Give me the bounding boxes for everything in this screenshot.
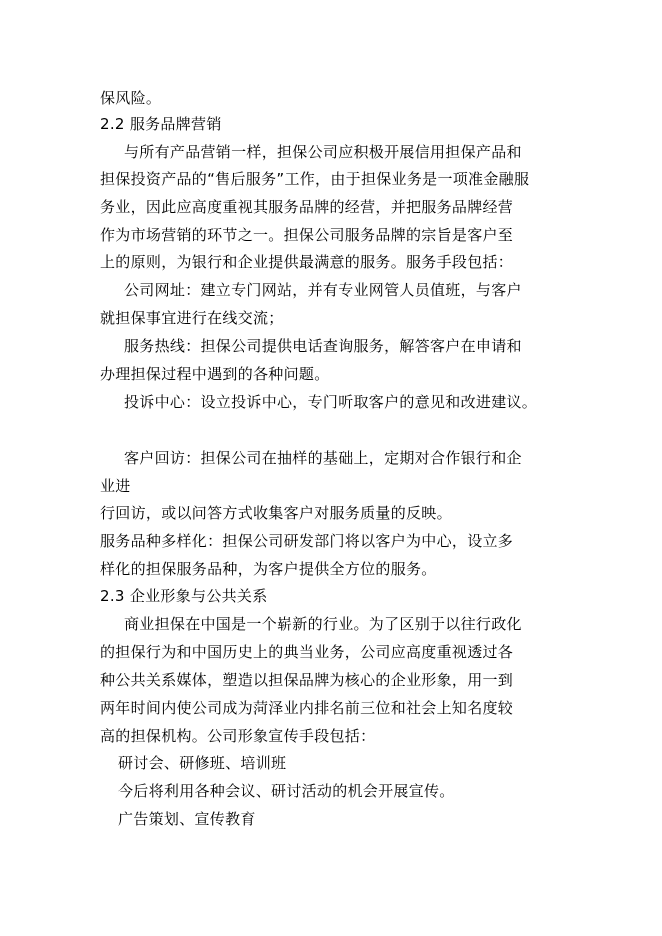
section-heading-2-3: 2.3 企业形象与公共关系	[100, 587, 268, 605]
text-line: 种公共关系媒体，塑造以担保品牌为核心的企业形象，用一到	[100, 671, 514, 689]
text-line: 保风险。	[100, 89, 162, 107]
text-line: 担保投资产品的“售后服务”工作，由于担保业务是一项准金融服	[100, 170, 530, 188]
text-line: 上的原则，为银行和企业提供最满意的服务。服务手段包括：	[100, 253, 514, 271]
text-line: 服务热线：担保公司提供电话查询服务，解答客户在申请和	[124, 337, 522, 355]
text-line: 与所有产品营销一样，担保公司应积极开展信用担保产品和	[124, 143, 522, 161]
text-line: 行回访，或以问答方式收集客户对服务质量的反映。	[100, 504, 452, 522]
text-line: 高的担保机构。公司形象宣传手段包括：	[100, 727, 376, 745]
text-line: 客户回访：担保公司在抽样的基础上，定期对合作银行和企	[124, 449, 522, 467]
text-line: 广告策划、宣传教育	[118, 810, 256, 828]
text-line: 两年时间内使公司成为菏泽业内排名前三位和社会上知名度较	[100, 699, 514, 717]
text-line: 作为市场营销的环节之一。担保公司服务品牌的宗旨是客户至	[100, 226, 514, 244]
text-line: 就担保事宜进行在线交流；	[100, 309, 284, 327]
text-line: 研讨会、研修班、培训班	[118, 754, 287, 772]
text-line: 投诉中心：设立投诉中心，专门听取客户的意见和改进建议。	[124, 393, 538, 411]
text-line: 办理担保过程中遇到的各种问题。	[100, 365, 330, 383]
text-line: 务业，因此应高度重视其服务品牌的经营，并把服务品牌经营	[100, 198, 514, 216]
text-line: 商业担保在中国是一个崭新的行业。为了区别于以往行政化	[124, 615, 522, 633]
text-line: 服务品种多样化：担保公司研发部门将以客户为中心，设立多	[100, 532, 514, 550]
text-line: 业进	[100, 477, 131, 495]
text-line: 公司网址：建立专门网站，并有专业网管人员值班，与客户	[124, 281, 522, 299]
text-line: 样化的担保服务品种，为客户提供全方位的服务。	[100, 560, 437, 578]
section-heading-2-2: 2.2 服务品牌营销	[100, 115, 222, 133]
text-line: 的担保行为和中国历史上的典当业务，公司应高度重视透过各	[100, 643, 514, 661]
text-line: 今后将利用各种会议、研讨活动的机会开展宣传。	[118, 782, 455, 800]
